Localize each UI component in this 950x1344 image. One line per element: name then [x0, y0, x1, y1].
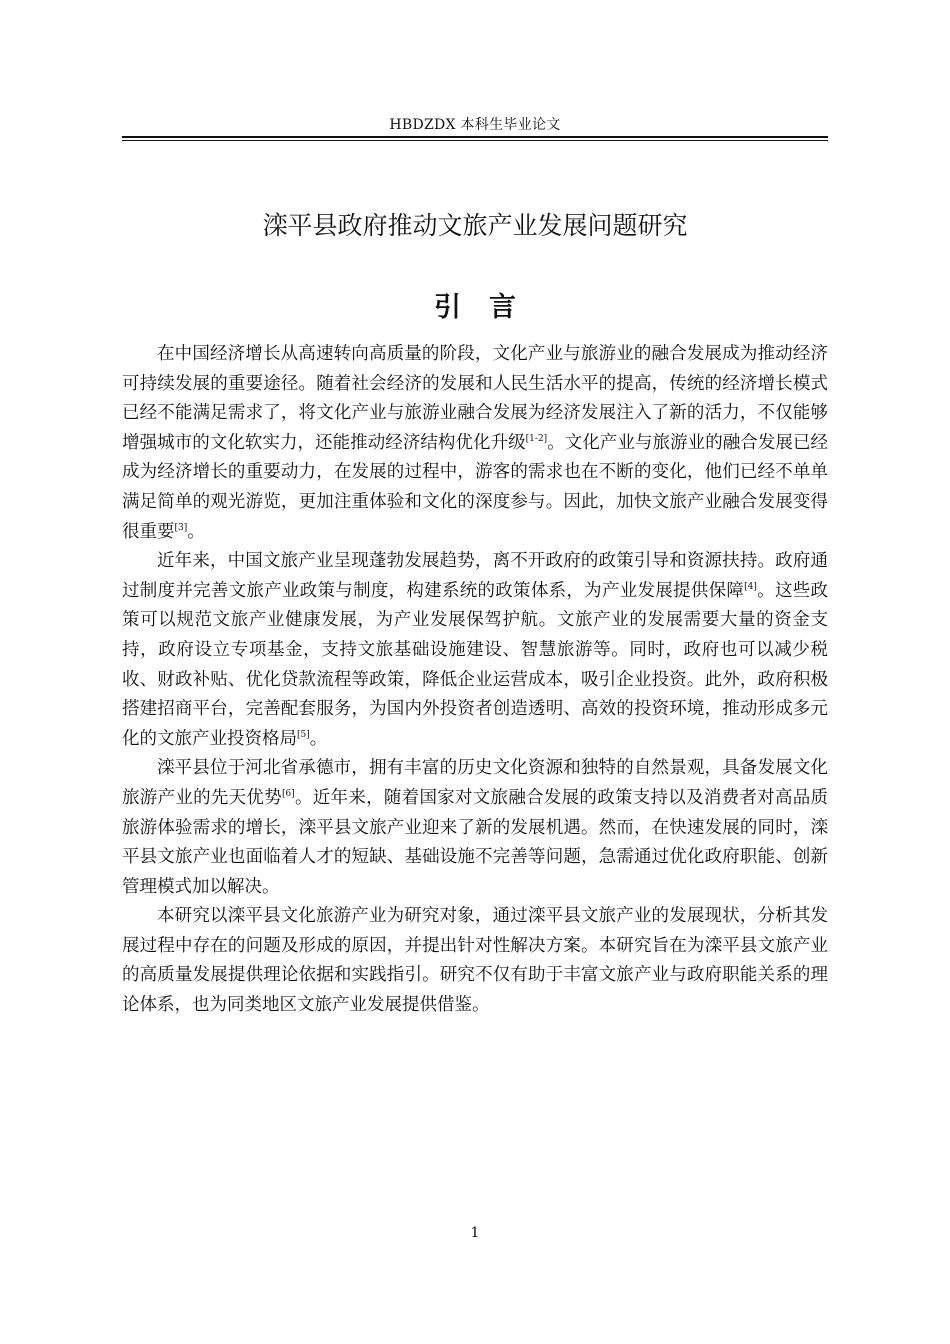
body-text [122, 340, 828, 1021]
paragraph-text: 。 [187, 521, 205, 542]
paragraph [122, 340, 828, 547]
paragraph-text: 。文化产业与旅游业的融合发展已经成为经济增长的重要动力，在发展的过程中，游客的需求也在不断的变化，他们已经不单单满足简单的观光游览，更加注重体验和文化的深度参与。因此，加快文旅产业融合发展变得很重要 [122, 432, 829, 542]
paragraph-text: 。 [309, 728, 328, 749]
paragraph-text: 在中国经济增长从高速转向高质量的阶段，文化产业与旅游业的融合发展成为推动经济可持续发展的重要途径。随着社会经济的发展和人民生活水平的提高，传统的经济增长模式已经不能满足需求了，将文化产业与旅游业融合发展为经济发展注入了新的活力，不仅能够增强城市的文化软实力，还能推动经济结构优化升级 [122, 344, 828, 453]
document-title: 滦平县政府推动文旅产业发展问题研究 [262, 210, 688, 240]
header-rule-thick [122, 136, 828, 138]
paragraph-text: 近年来，中国文旅产业呈现蓬勃发展趋势，离不开政府的政策引导和资源扶持。政府通过制度并完善文旅产业政策与制度，构建系统的政策体系，为产业发展提供保障 [122, 551, 828, 601]
paragraph-text: 。这些政策可以规范文旅产业健康发展，为产业发展保驾护航。文旅产业的发展需要大量的资金支持，政府设立专项基金，支持文旅基础设施建设、智慧旅游等。同时，政府也可以减少税收、财政补贴、优化贷款流程等政策，降低企业运营成本，吸引企业投资。此外，政府积极搭建招商平台，完善配套服务，为国内外投资者创造透明、高效的投资环境，推动形成多元化的文旅产业投资格局 [122, 580, 829, 749]
page-number: 1 [470, 1225, 480, 1241]
citation-marker: [4] [744, 581, 757, 592]
paragraph [122, 547, 828, 754]
header-rule-thin [122, 140, 828, 141]
citation-marker: [3] [174, 522, 188, 533]
citation-marker: [1-2] [525, 433, 548, 444]
paragraph-text: 本研究以滦平县文化旅游产业为研究对象，通过滦平县文旅产业的发展现状，分析其发展过程中存在的问题及形成的原因，并提出针对性解决方案。本研究旨在为滦平县文旅产业的高质量发展提供理论依据和实践指引。研究不仅有助于丰富文旅产业与政府职能关系的理论体系，也为同类地区文旅产业发展提供借鉴。 [122, 906, 828, 1016]
section-heading: 引言 [434, 292, 544, 324]
paragraph-text: 。近年来，随着国家对文旅融合发展的政策支持以及消费者对高品质旅游体验需求的增长，滦平县文旅产业迎来了新的发展机遇。然而，在快速发展的同时，滦平县文旅产业也面临着人才的短缺、基础设施不完善等问题，急需通过优化政府职能、创新管理模式加以解决。 [122, 787, 829, 897]
paragraph-text: 滦平县位于河北省承德市，拥有丰富的历史文化资源和独特的自然景观，具备发展文化旅游产业的先天优势 [122, 758, 828, 808]
citation-marker: [6] [281, 789, 295, 800]
paragraph [122, 754, 828, 902]
citation-marker: [5] [297, 729, 310, 740]
paragraph [122, 902, 828, 1020]
running-header: HBDZDX 本科生毕业论文 [389, 117, 561, 133]
